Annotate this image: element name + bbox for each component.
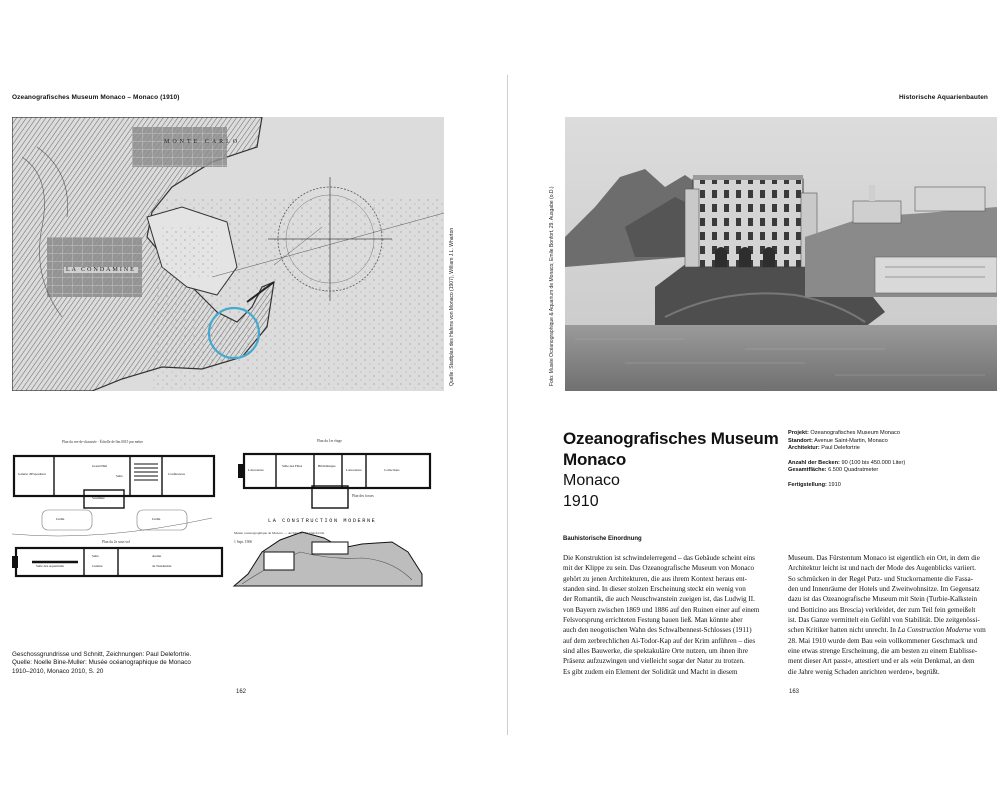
meta-label: Architektur: bbox=[788, 445, 820, 452]
body-line: 28. Mai 1910 wurde dem Bau »ein vollkommener Geschmack und bbox=[788, 636, 978, 645]
room-label: Bibliothèque bbox=[318, 464, 336, 468]
project-metadata bbox=[788, 430, 993, 490]
room-label: Atelier bbox=[152, 554, 162, 558]
body-line: Architektur leicht ist und nach der Mode des Augenblicks variiert. bbox=[788, 564, 976, 573]
museum-photo bbox=[565, 117, 997, 391]
article-year: 1910 bbox=[563, 493, 599, 510]
body-line: So schmücken in der Regel Putz- und Stuckornamente die Fassa- bbox=[788, 574, 973, 583]
meta-label: Projekt: bbox=[788, 430, 809, 436]
meta-label: Gesamtfläche: bbox=[788, 467, 827, 474]
map-label-monte-carlo: MONTE CARLO bbox=[164, 139, 241, 145]
body-line: standen sind. In dieser stolzen Erscheinung steckt ein wenig von bbox=[563, 585, 746, 594]
room-label: Laboratoire bbox=[248, 468, 264, 472]
body-line: mit der Klippe zu sein. Das Ozeanografische Museum von Monaco bbox=[563, 564, 755, 573]
floor-plans bbox=[12, 434, 440, 606]
museum-photo-drawing bbox=[565, 117, 997, 391]
body-line: die Jahre wenig Schaden anrichten werden«, begrüßt. bbox=[788, 667, 940, 676]
publication-title: La Construction Moderne bbox=[897, 626, 972, 635]
body-line: sind alles Bauwerke, die spektakuläre Orte nutzen, um ihnen ihre bbox=[563, 647, 748, 656]
body-line: auch den neogotischen Wahn des Schwalbennest-Schlosses (1911) bbox=[563, 626, 752, 635]
garden-label: Jardin bbox=[56, 517, 65, 521]
body-text: schen Kritiker hatten nicht unrecht. In bbox=[788, 626, 896, 635]
body-line: ment dieser Art passt«, attestiert und er als »ein Denkmal, an dem bbox=[788, 657, 975, 666]
article-title-line2: Monaco bbox=[563, 450, 627, 469]
plan-sheet-subtitle: Musée océanographique de Monaco — Architecte : M. Delefortrie bbox=[234, 531, 325, 535]
room-label: Grand Hall bbox=[92, 464, 108, 468]
body-line: Museum. Das Fürstentum Monaco ist eigentlich ein Ort, in dem die bbox=[788, 554, 980, 562]
plan-header-first: Plan du 1er étage bbox=[317, 439, 342, 443]
meta-fertig bbox=[788, 482, 993, 490]
body-line: der Romantik, die auch Neuschwanstein zueigen ist, das Ludwig II. bbox=[563, 595, 755, 604]
plans-caption bbox=[12, 651, 312, 676]
map-credit: Quelle: Stadtplan des Hafens von Monaco (1907), William J.L. Wharton bbox=[449, 227, 455, 386]
meta-architektur bbox=[788, 445, 993, 453]
meta-value: 90 (100 bis 450.000 Liter) bbox=[841, 459, 906, 466]
room-label: Salle bbox=[116, 474, 123, 478]
plan-label-lower: Plan du 2e sous-sol bbox=[102, 540, 130, 544]
body-column-2 bbox=[788, 553, 994, 677]
room-label: Salle des Aquariums bbox=[36, 564, 64, 568]
left-page-number: 162 bbox=[236, 689, 247, 695]
article-title-line1: Ozeanografisches Museum bbox=[563, 429, 779, 448]
gutter bbox=[507, 75, 508, 735]
photo-credit: Foto: Musée Océanographique & Aquarium de Monaco; Emile Bonfort, 29. Ausgabe (o.D.) bbox=[549, 186, 555, 386]
room-label: Salle bbox=[92, 554, 99, 558]
body-line: dazu ist das Ozeanografische Museum mit Stein (Turbie-Kalkstein bbox=[788, 595, 978, 604]
meta-value: Avenue Saint-Martin, Monaco bbox=[814, 437, 888, 444]
harbor-map-drawing bbox=[12, 117, 444, 391]
meta-flaeche bbox=[788, 467, 993, 475]
body-line: gehört zu jenen Architekturen, die aus ihrem Kontext heraus ent- bbox=[563, 574, 747, 583]
body-line: auf dem zerbrechlichen Ai-Todor-Kap auf der Krim anführen – dies bbox=[563, 636, 756, 645]
article-city: Monaco bbox=[563, 472, 620, 489]
plans-caption-line: Geschossgrundrisse und Schnitt, Zeichnungen: Paul Delefortrie. bbox=[12, 651, 192, 658]
room-label: Cuisine bbox=[92, 564, 103, 568]
plan-label-fosses: Plan des fosses bbox=[352, 494, 374, 498]
meta-value: Paul Delefortrie bbox=[821, 445, 860, 452]
meta-standort bbox=[788, 438, 993, 446]
meta-becken bbox=[788, 460, 993, 468]
section-heading: Bauhistorische Einordnung bbox=[563, 536, 642, 542]
meta-projekt bbox=[788, 430, 993, 438]
meta-label: Fertigstellung: bbox=[788, 481, 827, 488]
room-label: Galerie d'Exposition bbox=[18, 472, 46, 476]
room-label: Conférences bbox=[168, 472, 185, 476]
meta-value: 1910 bbox=[828, 481, 841, 488]
meta-label: Standort: bbox=[788, 437, 813, 444]
body-text: vom bbox=[971, 626, 986, 635]
map-label-la-condamine: LA CONDAMINE bbox=[66, 267, 136, 273]
room-label: Salle des Fêtes bbox=[282, 464, 303, 468]
body-line: ist. Das Ganze vermittelt ein Gefühl von Stabilität. Die zeitgenössi- bbox=[788, 616, 980, 625]
plans-caption-line: 1910–2010, Monaco 2010, S. 20 bbox=[12, 667, 104, 675]
garden-label: Jardin bbox=[152, 517, 161, 521]
room-label: Vestibule bbox=[92, 496, 105, 500]
left-running-head: Ozeanografisches Museum Monaco – Monaco (1910) bbox=[12, 94, 180, 101]
meta-value: 6.500 Quadratmeter bbox=[828, 467, 879, 474]
harbor-map bbox=[12, 117, 444, 391]
plan-header-ground: Plan du rez-de-chaussée · Échelle de 0m.0015 par mètre bbox=[62, 440, 143, 444]
plan-sheet-title: LA CONSTRUCTION MODERNE bbox=[268, 518, 377, 524]
plans-caption-line: Quelle: Noelle Bine-Muller: Musée océanographique de Monaco bbox=[12, 659, 191, 667]
right-page-number: 163 bbox=[789, 689, 800, 695]
body-line: eine etwas strenge Erscheinung, die am besten zu einem Etablisse- bbox=[788, 647, 978, 656]
body-line: Die Konstruktion ist schwindelerregend – das Gebäude scheint eins bbox=[563, 554, 755, 562]
body-line: den und Innenräume der Hotels und Zweitwohnsitze. Im Gegensatz bbox=[788, 585, 980, 594]
plan-date: 1 Sept. 1906 bbox=[234, 540, 253, 544]
room-label: de Taxidermie bbox=[152, 564, 172, 568]
body-line: Felsvorsprung errichteten Festung bauen ließ. Man könnte aber bbox=[563, 616, 743, 625]
body-line: und Botticino aus Brescia) verkleidet, der zum Teil fein gemeißelt bbox=[788, 605, 976, 614]
article-title-block bbox=[563, 428, 783, 512]
body-line: von Bayern zwischen 1869 und 1886 auf den Ruinen einer auf einem bbox=[563, 605, 760, 614]
right-running-head: Historische Aquarienbauten bbox=[898, 94, 988, 101]
body-line: Präsenz aufzuzwingen und vielleicht sogar der Natur zu trotzen. bbox=[563, 657, 745, 666]
body-line bbox=[788, 625, 994, 635]
body-column-1 bbox=[563, 553, 777, 677]
room-label: Laboratoire bbox=[346, 468, 362, 472]
room-label: Collections bbox=[384, 468, 400, 472]
meta-label: Anzahl der Becken: bbox=[788, 459, 840, 466]
meta-value: Ozeanografisches Museum Monaco bbox=[810, 430, 900, 436]
body-line: Es gibt zudem ein Element der Solidität und Macht in diesem bbox=[563, 667, 738, 676]
